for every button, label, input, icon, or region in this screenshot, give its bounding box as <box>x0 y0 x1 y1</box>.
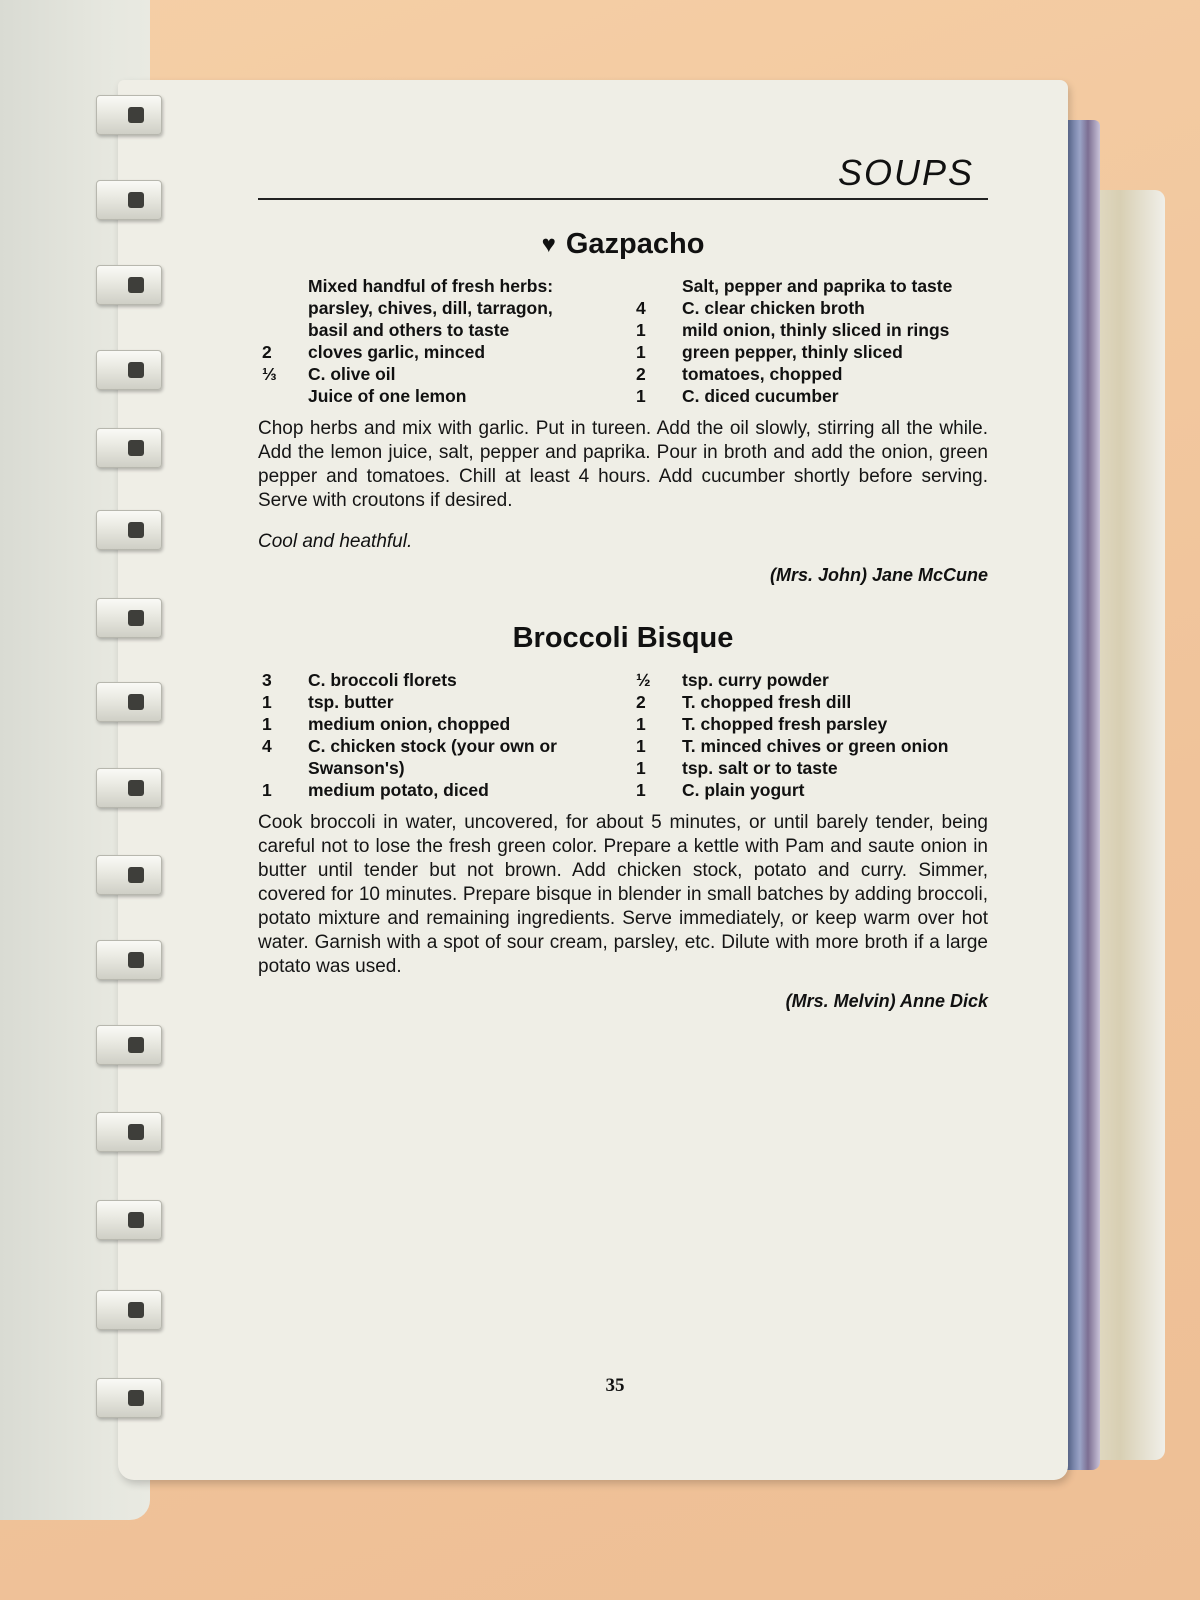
ingredient-item: Salt, pepper and paprika to taste <box>682 276 953 296</box>
spiral-coil <box>78 1290 188 1334</box>
ingredient-item: T. chopped fresh dill <box>682 692 852 712</box>
ingredient-qty: 1 <box>262 714 272 734</box>
ingredient-row <box>258 319 614 341</box>
spiral-coil <box>78 768 188 812</box>
ingredient-row <box>632 297 988 319</box>
ingredient-item: T. chopped fresh parsley <box>682 714 888 734</box>
ingredient-item: medium onion, chopped <box>308 714 511 734</box>
ingredient-row <box>258 757 614 779</box>
ingredient-row <box>632 669 988 691</box>
ingredient-row <box>632 341 988 363</box>
ingredient-row <box>258 275 614 297</box>
gazpacho-note: Cool and heathful. <box>258 531 413 552</box>
spiral-coil <box>78 682 188 726</box>
gazpacho-ingredients-left <box>258 275 614 407</box>
spiral-coil <box>78 855 188 899</box>
ingredient-qty: 2 <box>636 364 646 384</box>
ingredient-qty: 4 <box>636 298 646 318</box>
ingredient-item: green pepper, thinly sliced <box>682 342 903 362</box>
gazpacho-directions: Chop herbs and mix with garlic. Put in tureen. Add the oil slowly, stirring all the while. Add the lemon juice, salt, pepper and paprika. Pour in broth and add the onion, green pepper and tomatoes. Chill at least 4 hours. Add cucumber shortly before serving. Serve with croutons if desired. <box>258 418 988 511</box>
ingredient-row <box>632 691 988 713</box>
ingredient-qty: 1 <box>636 386 646 406</box>
ingredient-item: Swanson's) <box>308 758 405 778</box>
ingredient-qty: 1 <box>636 714 646 734</box>
page-number: 35 <box>605 1375 625 1396</box>
gazpacho-credit: (Mrs. John) Jane McCune <box>769 565 988 585</box>
ingredient-qty <box>258 385 308 407</box>
ingredient-row <box>632 779 988 801</box>
ingredient-item: basil and others to taste <box>308 320 510 340</box>
ingredient-qty: 1 <box>636 342 646 362</box>
ingredient-qty: 2 <box>636 692 646 712</box>
ingredient-item: C. chicken stock (your own or <box>308 736 557 756</box>
ingredient-qty: ½ <box>636 670 651 690</box>
ingredient-qty: 1 <box>636 320 646 340</box>
gazpacho-title-row <box>258 228 988 261</box>
spiral-coil <box>78 510 188 554</box>
ingredient-qty: 3 <box>262 670 272 690</box>
ingredient-row <box>258 691 614 713</box>
ingredient-item: tsp. salt or to taste <box>682 758 838 778</box>
ingredient-row <box>632 319 988 341</box>
broccoli-title: Broccoli Bisque <box>512 622 734 654</box>
ingredient-item: C. clear chicken broth <box>682 298 865 318</box>
broccoli-ingredients <box>258 669 988 801</box>
spiral-coil <box>78 428 188 472</box>
spiral-coil <box>78 350 188 394</box>
ingredient-row <box>258 297 614 319</box>
ingredient-qty <box>632 275 682 297</box>
ingredient-qty: 4 <box>262 736 272 756</box>
ingredient-row <box>632 757 988 779</box>
ingredient-qty: 1 <box>636 736 646 756</box>
ingredient-row <box>258 341 614 363</box>
spiral-coil <box>78 1112 188 1156</box>
ingredient-qty: 2 <box>262 342 272 362</box>
spiral-coil <box>78 940 188 984</box>
ingredient-qty <box>258 319 308 341</box>
ingredient-qty: 1 <box>636 780 646 800</box>
ingredient-item: Juice of one lemon <box>308 386 467 406</box>
ingredient-item: parsley, chives, dill, tarragon, <box>308 298 553 318</box>
broccoli-ingredients-right <box>632 669 988 801</box>
ingredient-qty: ⅓ <box>262 364 277 384</box>
page-content <box>258 140 988 1012</box>
ingredient-item: C. broccoli florets <box>308 670 457 690</box>
gazpacho-title: Gazpacho <box>565 228 705 260</box>
spiral-coil <box>78 180 188 224</box>
spiral-coil <box>78 265 188 309</box>
ingredient-qty <box>258 297 308 319</box>
ingredient-qty <box>258 275 308 297</box>
ingredient-row <box>258 735 614 757</box>
gazpacho-ingredients <box>258 275 988 407</box>
ingredient-row <box>632 275 988 297</box>
ingredient-qty: 1 <box>262 780 272 800</box>
ingredient-row <box>258 713 614 735</box>
ingredient-row <box>632 713 988 735</box>
page-header <box>258 140 988 200</box>
ingredient-item: medium potato, diced <box>308 780 489 800</box>
spiral-coil <box>78 95 188 139</box>
ingredient-row <box>258 779 614 801</box>
broccoli-ingredients-left <box>258 669 614 801</box>
ingredient-item: C. olive oil <box>308 364 396 384</box>
ingredient-item: tsp. curry powder <box>682 670 829 690</box>
ingredient-item: C. diced cucumber <box>682 386 839 406</box>
ingredient-item: cloves garlic, minced <box>308 342 486 362</box>
ingredient-item: T. minced chives or green onion <box>682 736 949 756</box>
ingredient-row <box>632 735 988 757</box>
ingredient-item: tsp. butter <box>308 692 394 712</box>
spiral-coil <box>78 1025 188 1069</box>
ingredient-row <box>632 385 988 407</box>
ingredient-row <box>632 363 988 385</box>
ingredient-item: C. plain yogurt <box>682 780 805 800</box>
gazpacho-ingredients-right <box>632 275 988 407</box>
ingredient-row <box>258 669 614 691</box>
broccoli-credit: (Mrs. Melvin) Anne Dick <box>785 991 988 1011</box>
spiral-coil <box>78 598 188 642</box>
spiral-coil <box>78 1378 188 1422</box>
section-title: SOUPS <box>837 152 974 193</box>
ingredient-item: mild onion, thinly sliced in rings <box>682 320 950 340</box>
ingredient-row <box>258 385 614 407</box>
heart-icon: ♥ <box>541 230 556 258</box>
ingredient-qty: 1 <box>262 692 272 712</box>
spiral-coil <box>78 1200 188 1244</box>
ingredient-qty: 1 <box>636 758 646 778</box>
ingredient-row <box>258 363 614 385</box>
ingredient-item: Mixed handful of fresh herbs: <box>308 276 554 296</box>
broccoli-directions: Cook broccoli in water, uncovered, for about 5 minutes, or until barely tender, being careful not to lose the fresh green color. Prepare a kettle with Pam and saute onion in butter until tender but not brown. Add chicken stock, potato and curry. Simmer, covered for 10 minutes. Prepare bisque in blender in small batches by adding broccoli, potato mixture and remaining ingredients. Serve immediately, or keep warm over hot water. Garnish with a spot of sour cream, parsley, etc. Dilute with more broth if a large potato was used. <box>258 812 988 977</box>
ingredient-qty <box>258 757 308 779</box>
ingredient-item: tomatoes, chopped <box>682 364 843 384</box>
